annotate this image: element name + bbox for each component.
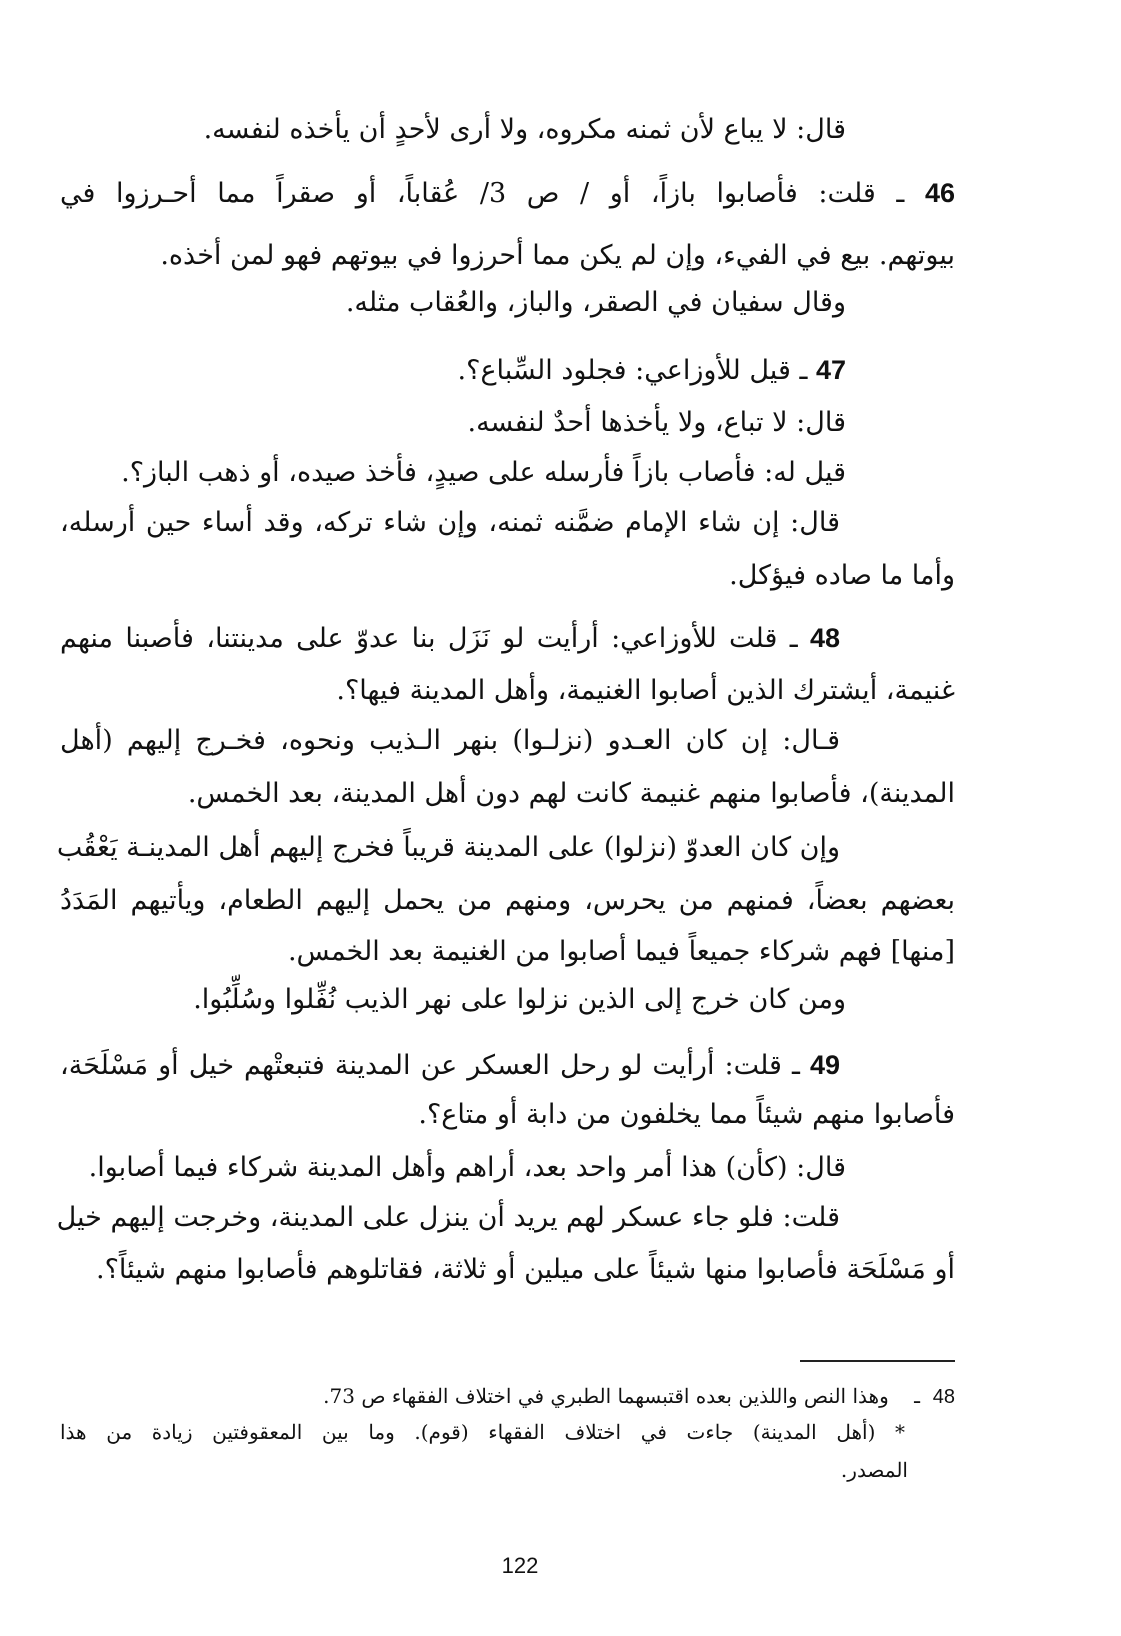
paragraph-number: 48: [809, 623, 840, 653]
text-line-1: قال: لا يباع لأن ثمنه مكروه، ولا أرى لأحدٍ أن يأخذه لنفسه.: [203, 114, 846, 145]
paragraph-47-line-1: 47 ـ قيل للأوزاعي: فجلود السِّباع؟.: [457, 355, 846, 386]
text-line-21: قلت: فلو جاء عسكر لهم يريد أن ينزل على المدينة، وخرجت إليهم خيل: [56, 1202, 840, 1233]
paragraph-49-line-1: 49 ـ قلت: أرأيت لو رحل العسكر عن المدينة فتبعتْهم خيل أو مَسْلَحَة،: [60, 1050, 840, 1081]
footnote-star-line-2: المصدر.: [840, 1458, 908, 1482]
text-line-3: بيوتهم. بيع في الفيء، وإن لم يكن مما أحرزوا في بيوتهم فهو لمن أخذه.: [160, 240, 955, 271]
text-line-14: وإن كان العدوّ (نزلوا) على المدينة قريباً فخرج إليهم أهل المدينـة يَعْقُب: [56, 832, 840, 863]
text-line-11: غنيمة، أيشترك الذين أصابوا الغنيمة، وأهل المدينة فيها؟.: [336, 675, 955, 706]
paragraph-46-line-1: 46 ـ قلت: فأصابوا بازاً، أو / ص 3/ عُقاباً، أو صقراً مما أحـرزوا في: [60, 178, 955, 209]
footnote-48: 48 ـ وهذا النص واللذين بعده اقتبسهما الطبري في اختلاف الفقهاء ص 73.: [323, 1384, 955, 1408]
text-line-16: [منها] فهم شركاء جميعاً فيما أصابوا من الغنيمة بعد الخمس.: [287, 936, 955, 967]
text-line-20: قال: (كأن) هذا أمر واحد بعد، أراهم وأهل المدينة شركاء فيما أصابوا.: [88, 1152, 846, 1183]
text-line-15: بعضهم بعضاً، فمنهم من يحرس، ومنهم من يحمل إليهم الطعام، ويأتيهم المَدَدُ: [60, 885, 955, 916]
text-line-13: المدينة)، فأصابوا منهم غنيمة كانت لهم دون أهل المدينة، بعد الخمس.: [187, 778, 955, 809]
page-number: 122: [501, 1553, 539, 1578]
text-line-6: قال: لا تباع، ولا يأخذها أحدٌ لنفسه.: [467, 407, 846, 438]
footnote-separator: [800, 1360, 955, 1362]
text-line-9: وأما ما صاده فيؤكل.: [729, 560, 955, 591]
text-line-22: أو مَسْلَحَة فأصابوا منها شيئاً على ميلين أو ثلاثة، فقاتلوهم فأصابوا منهم شيئاً؟.: [95, 1254, 955, 1285]
paragraph-number: 46: [924, 178, 955, 208]
text-line-12: قـال: إن كان العـدو (نزلـوا) بنهر الـذيب ونحوه، فخـرج إليهم (أهل: [60, 725, 840, 756]
text-line-4: وقال سفيان في الصقر، والباز، والعُقاب مثله.: [345, 287, 846, 318]
text-line-19: فأصابوا منهم شيئاً مما يخلفون من دابة أو متاع؟.: [418, 1099, 955, 1130]
footnote-star-line-1: * (أهل المدينة) جاءت في اختلاف الفقهاء (قوم). وما بين المعقوفتين زيادة من هذا: [60, 1420, 905, 1444]
text-line-8: قال: إن شاء الإمام ضمَّنه ثمنه، وإن شاء تركه، وقد أساء حين أرسله،: [60, 507, 840, 538]
text-line-7: قيل له: فأصاب بازاً فأرسله على صيدٍ، فأخذ صيده، أو ذهب الباز؟.: [121, 457, 846, 488]
paragraph-number: 47: [815, 355, 846, 385]
paragraph-48-line-1: 48 ـ قلت للأوزاعي: أرأيت لو نَزَل بنا عدوّ على مدينتنا، فأصبنا منهم: [60, 623, 840, 654]
text-line-17: ومن كان خرج إلى الذين نزلوا على نهر الذيب نُفِّلوا وسُلِّبُوا.: [193, 984, 846, 1015]
paragraph-number: 49: [809, 1050, 840, 1080]
